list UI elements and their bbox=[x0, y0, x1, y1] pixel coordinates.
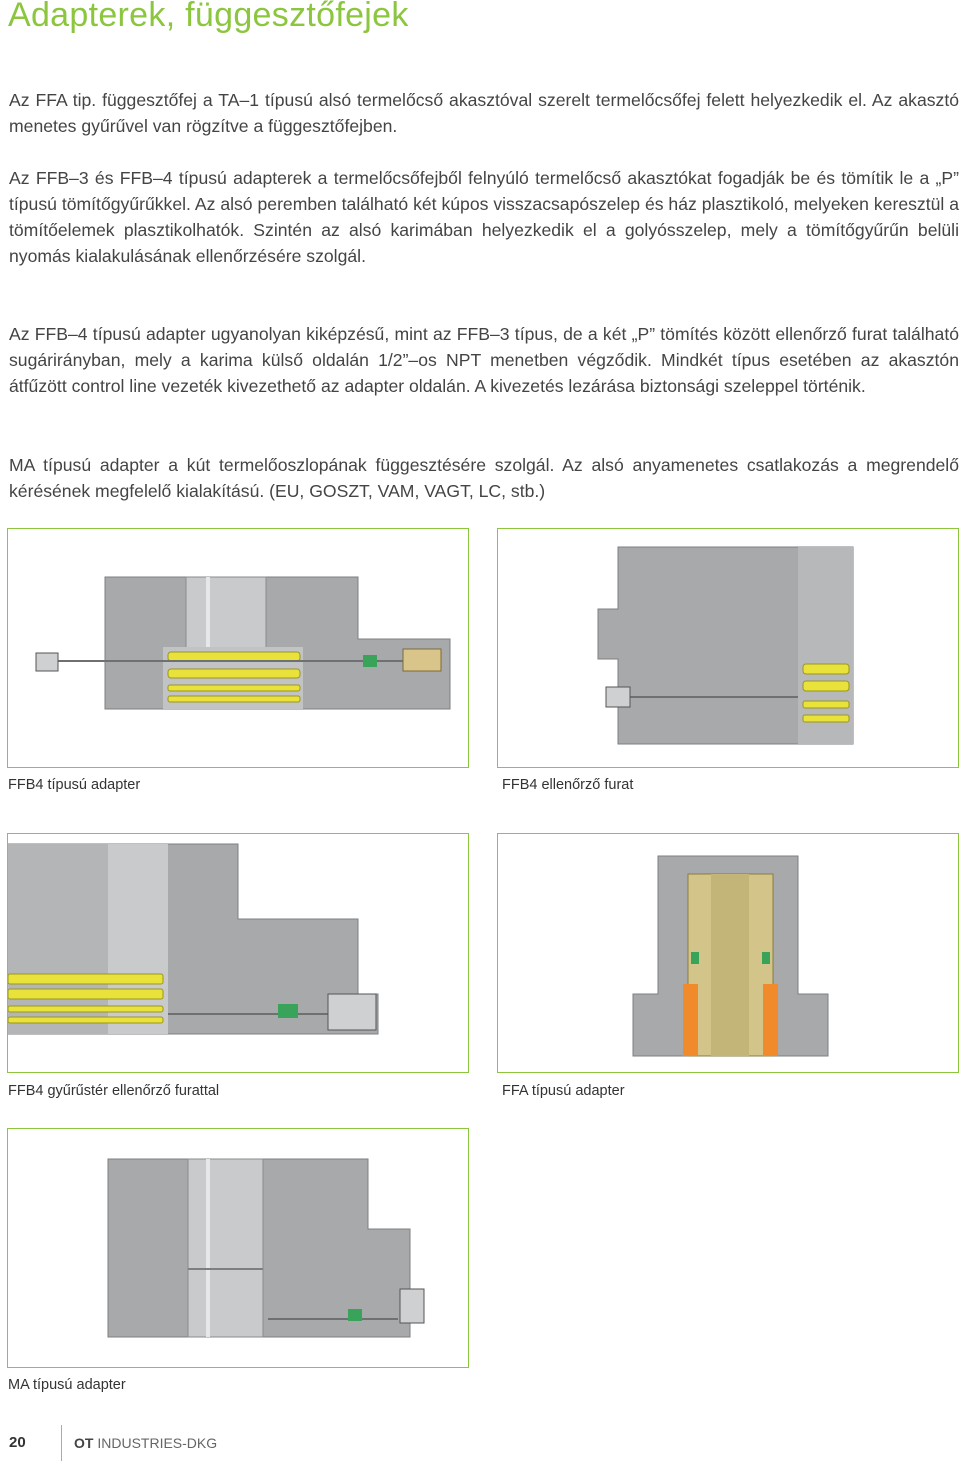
ffa-adapter-drawing bbox=[498, 834, 958, 1072]
ffb4-annulus-bore-drawing bbox=[8, 834, 468, 1072]
figure-ffb4-adapter bbox=[7, 528, 469, 768]
page-number: 20 bbox=[9, 1434, 26, 1451]
caption-ffb4-check-bore: FFB4 ellenőrző furat bbox=[502, 777, 634, 793]
footer-divider bbox=[61, 1425, 62, 1461]
footer-brand-rest: INDUSTRIES-DKG bbox=[97, 1435, 218, 1451]
page-title: Adapterek, függesztőfejek bbox=[8, 0, 409, 34]
figure-ma-adapter bbox=[7, 1128, 469, 1368]
ffb4-adapter-drawing bbox=[8, 529, 468, 767]
paragraph-ffb4: Az FFB–4 típusú adapter ugyanolyan kiképzésű, mint az FFB–3 típus, de a két „P” tömítés között ellenőrző furat található sugárirányban, mely a karima külső oldalán 1/2”–os NPT menetben végződik. Mindkét típus esetében az akasztón átfűzött control line vezeték kivezethető az adapter oldalán. A kivezetés lezárása biztonsági szeleppel történik. bbox=[9, 324, 959, 396]
footer-brand bbox=[74, 1435, 217, 1451]
ffb4-check-bore-drawing bbox=[498, 529, 958, 767]
figure-ffb4-annulus-bore bbox=[7, 833, 469, 1073]
caption-ma-adapter: MA típusú adapter bbox=[8, 1377, 126, 1393]
paragraph-ffb3-ffb4: Az FFB–3 és FFB–4 típusú adapterek a termelőcsőfejből felnyúló termelőcső akasztókat fogadják be és tömítik le a „P” típusú tömítőgyűrűkkel. Az alsó peremben található két kúpos visszacsapószelep és ház plasztikoló, melyeken keresztül a tömítőelemek plasztikolhatók. Szintén az alsó karimában helyezkedik el a golyósszelep, mely a tömítőgyűrűn belüli nyomás kialakulásának ellenőrzésére szolgál. bbox=[9, 168, 959, 266]
figure-ffa-adapter bbox=[497, 833, 959, 1073]
paragraph-ma: MA típusú adapter a kút termelőoszlopának függesztésére szolgál. Az alsó anyamenetes csatlakozás a megrendelő kérésének megfelelő kialakítású. (EU, GOSZT, VAM, VAGT, LC, stb.) bbox=[9, 455, 959, 501]
caption-ffb4-annulus-bore: FFB4 gyűrűstér ellenőrző furattal bbox=[8, 1083, 220, 1099]
footer-brand-bold: OT bbox=[74, 1435, 94, 1451]
caption-ffb4-adapter: FFB4 típusú adapter bbox=[8, 777, 141, 793]
figure-ffb4-check-bore bbox=[497, 528, 959, 768]
paragraph-ffa: Az FFA tip. függesztőfej a TA–1 típusú alsó termelőcső akasztóval szerelt termelőcsőfej felett helyezkedik el. Az akasztó menetes gyűrűvel van rögzítve a függesztőfejben. bbox=[9, 90, 959, 136]
ma-adapter-drawing bbox=[8, 1129, 468, 1367]
caption-ffa-adapter: FFA típusú adapter bbox=[502, 1083, 625, 1099]
